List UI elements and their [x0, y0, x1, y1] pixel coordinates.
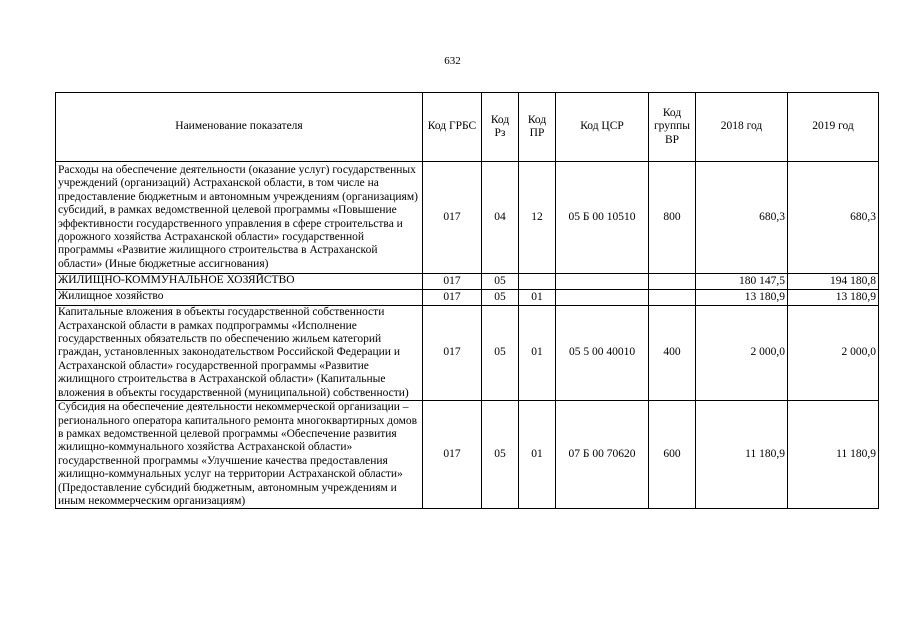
row-2019: 194 180,8: [788, 274, 879, 290]
header-csr: Код ЦСР: [556, 93, 649, 162]
row-pr: 12: [519, 162, 556, 274]
header-row: [56, 93, 879, 162]
header-rz: Код Рз: [482, 93, 519, 162]
row-2019: 11 180,9: [788, 401, 879, 509]
page-number: 632: [444, 55, 461, 67]
row-pr: 01: [519, 290, 556, 306]
row-2019: 13 180,9: [788, 290, 879, 306]
table-row: [56, 401, 879, 509]
row-vr: 600: [649, 401, 696, 509]
row-grbs: 017: [423, 162, 482, 274]
header-vr: Код группы ВР: [649, 93, 696, 162]
row-csr: 05 Б 00 10510: [556, 162, 649, 274]
row-name: Расходы на обеспечение деятельности (оказание услуг) государственных учреждений (организаций) Астраханской области, в том числе на предоставление бюджетным и автономным учреждениям (организациям) субсидий, в рамках ведомственной целевой программы «Повышение эффективности государственного управления в сфере строительства и дорожного хозяйства Астраханской области» государственной программы «Развитие жилищного строительства в Астраханской области» (Иные бюджетные ассигнования): [56, 162, 423, 274]
row-name: Жилищное хозяйство: [56, 290, 423, 306]
row-grbs: 017: [423, 306, 482, 401]
header-2018: 2018 год: [696, 93, 788, 162]
table-row: [56, 274, 879, 290]
row-2018: 680,3: [696, 162, 788, 274]
row-2018: 180 147,5: [696, 274, 788, 290]
row-name: Субсидия на обеспечение деятельности некоммерческой организации – регионального оператора капитального ремонта многоквартирных домов в рамках ведомственной целевой программы «Обеспечение развития жилищно-коммунального хозяйства Астраханской области» государственной программы «Улучшение качества предоставления жилищно-коммунальных услуг на территории Астраханской области» (Предоставление субсидий бюджетным, автономным учреждениям и иным некоммерческим организациям): [56, 401, 423, 509]
row-vr: [649, 274, 696, 290]
header-pr: Код ПР: [519, 93, 556, 162]
row-2018: 11 180,9: [696, 401, 788, 509]
row-vr: [649, 290, 696, 306]
row-rz: 05: [482, 401, 519, 509]
row-2018: 2 000,0: [696, 306, 788, 401]
row-rz: 05: [482, 306, 519, 401]
row-rz: 05: [482, 290, 519, 306]
table-row: [56, 290, 879, 306]
table-row: [56, 306, 879, 401]
row-vr: 400: [649, 306, 696, 401]
row-rz: 04: [482, 162, 519, 274]
row-2019: 2 000,0: [788, 306, 879, 401]
row-pr: 01: [519, 306, 556, 401]
row-grbs: 017: [423, 290, 482, 306]
row-pr: [519, 274, 556, 290]
row-csr: 05 5 00 40010: [556, 306, 649, 401]
header-grbs: Код ГРБС: [423, 93, 482, 162]
row-vr: 800: [649, 162, 696, 274]
row-2019: 680,3: [788, 162, 879, 274]
row-grbs: 017: [423, 274, 482, 290]
row-csr: 07 Б 00 70620: [556, 401, 649, 509]
budget-table: [55, 92, 879, 509]
row-pr: 01: [519, 401, 556, 509]
row-2018: 13 180,9: [696, 290, 788, 306]
row-name: Капитальные вложения в объекты государственной собственности Астраханской области в рамках подпрограммы «Исполнение государственных обязательств по обеспечению жильем категорий граждан, установленных законодательством Российской Федерации и Астраханской области» государственной программы «Развитие жилищного строительства в Астраханской области» (Капитальные вложения в объекты государственной (муниципальной) собственности): [56, 306, 423, 401]
row-grbs: 017: [423, 401, 482, 509]
header-2019: 2019 год: [788, 93, 879, 162]
table-row: [56, 162, 879, 274]
row-name: ЖИЛИЩНО-КОММУНАЛЬНОЕ ХОЗЯЙСТВО: [56, 274, 423, 290]
row-csr: [556, 290, 649, 306]
row-rz: 05: [482, 274, 519, 290]
header-name: Наименование показателя: [56, 93, 423, 162]
row-csr: [556, 274, 649, 290]
